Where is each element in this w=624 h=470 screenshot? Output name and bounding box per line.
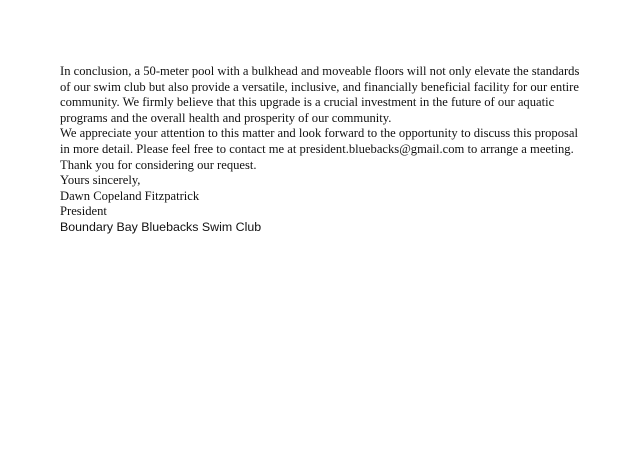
signer-title: President <box>60 204 107 219</box>
contact-paragraph-text-before-email: We appreciate your attention to this matter and look forward to the opportunity to discuss this proposal in more detail. Please feel free to contact me at <box>60 126 579 156</box>
email-address-link[interactable]: president.bluebacks@gmail.com <box>299 141 465 156</box>
contact-paragraph-text-after-email: to arrange a meeting. <box>464 141 574 156</box>
letter-body <box>60 64 580 235</box>
contact-paragraph <box>60 126 580 157</box>
conclusion-paragraph: In conclusion, a 50-meter pool with a bulkhead and moveable floors will not only elevate the standards of our swim club but also provide a versatile, inclusive, and financially beneficial facility for our entire community. We firmly believe that this upgrade is a crucial investment in the future of our aquatic programs and the overall health and prosperity of our community. <box>60 64 580 125</box>
thank-you-line: Thank you for considering our request. <box>60 157 257 172</box>
closing-line: Yours sincerely, <box>60 173 141 188</box>
organization-name: Boundary Bay Bluebacks Swim Club <box>60 219 262 234</box>
signer-name: Dawn Copeland Fitzpatrick <box>60 188 200 203</box>
